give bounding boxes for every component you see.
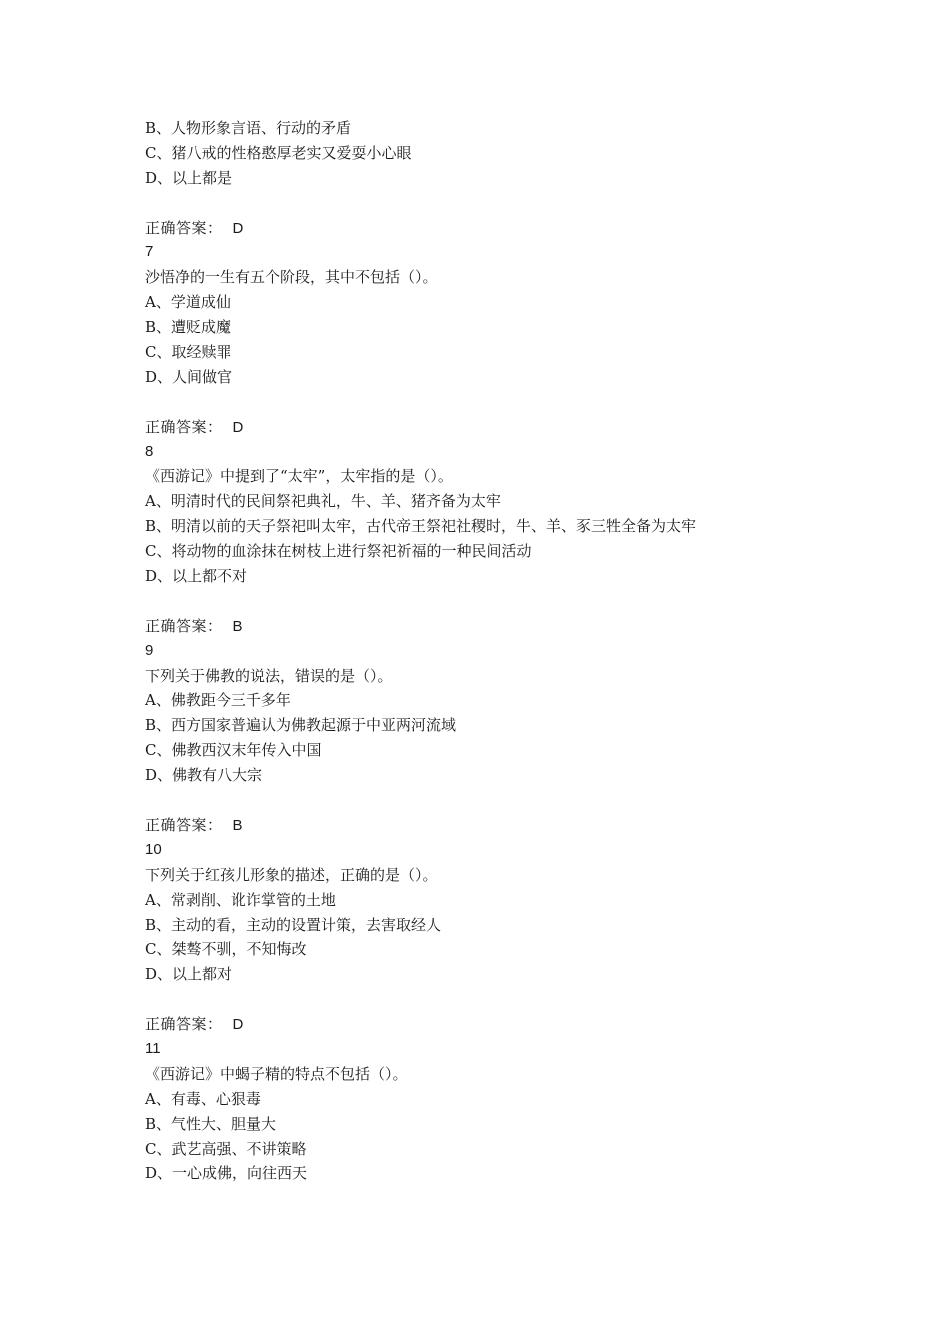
question-text: 下列关于佛教的说法，错误的是（）。 bbox=[145, 666, 393, 685]
option: D、以上都不对 bbox=[145, 567, 248, 586]
question-block-10 bbox=[145, 838, 925, 1037]
spacer bbox=[145, 191, 925, 216]
option: D、人间做官 bbox=[145, 367, 233, 386]
option: B、主动的看，主动的设置计策，去害取经人 bbox=[145, 915, 442, 934]
option: A、常剥削、讹诈掌管的土地 bbox=[145, 890, 336, 909]
question-block-11 bbox=[145, 1037, 925, 1186]
option: B、人物形象言语、行动的矛盾 bbox=[145, 119, 352, 137]
answer-line bbox=[145, 1012, 925, 1037]
question-number: 9 bbox=[145, 641, 154, 659]
question-text: 下列关于红孩儿形象的描述，正确的是（）。 bbox=[145, 865, 438, 884]
answer-label: 正确答案： bbox=[145, 417, 223, 436]
answer-value: B bbox=[232, 816, 243, 834]
question-number: 7 bbox=[145, 243, 154, 261]
spacer bbox=[145, 987, 925, 1012]
question-text: 《西游记》中蝎子精的特点不包括（）。 bbox=[145, 1064, 408, 1083]
option: A、佛教距今三千多年 bbox=[145, 691, 291, 710]
question-block-9 bbox=[145, 639, 925, 838]
spacer bbox=[145, 788, 925, 813]
option: C、桀骜不驯，不知悔改 bbox=[145, 940, 307, 959]
option: D、一心成佛，向往西天 bbox=[145, 1164, 308, 1183]
question-block-7 bbox=[145, 240, 925, 439]
option: B、气性大、胆量大 bbox=[145, 1114, 277, 1133]
answer-label: 正确答案： bbox=[145, 1015, 223, 1034]
spacer bbox=[145, 390, 925, 415]
answer-value: D bbox=[232, 1016, 244, 1034]
option: C、取经赎罪 bbox=[145, 343, 232, 362]
answer-line bbox=[145, 216, 925, 241]
answer-line bbox=[145, 614, 925, 639]
answer-value: D bbox=[232, 219, 244, 237]
option: C、猪八戒的性格憨厚老实又爱耍小心眼 bbox=[145, 143, 412, 162]
question-number: 8 bbox=[145, 442, 154, 460]
option: A、学道成仙 bbox=[145, 293, 231, 312]
option: B、明清以前的天子祭祀叫太牢，古代帝王祭祀社稷时，牛、羊、豕三牲全备为太牢 bbox=[145, 517, 697, 536]
answer-label: 正确答案： bbox=[145, 218, 223, 237]
spacer bbox=[145, 589, 925, 614]
option: D、以上都对 bbox=[145, 965, 233, 984]
leading-question-fragment bbox=[145, 116, 925, 240]
answer-line bbox=[145, 813, 925, 838]
answer-label: 正确答案： bbox=[145, 616, 223, 635]
option: C、武艺高强、不讲策略 bbox=[145, 1139, 307, 1158]
answer-value: B bbox=[232, 617, 243, 635]
option: D、以上都是 bbox=[145, 168, 233, 187]
document-page bbox=[145, 116, 925, 1186]
question-number: 10 bbox=[145, 840, 162, 858]
option: C、将动物的血涂抹在树枝上进行祭祀祈福的一种民间活动 bbox=[145, 542, 532, 561]
question-text: 沙悟净的一生有五个阶段，其中不包括（）。 bbox=[145, 268, 438, 287]
question-text: 《西游记》中提到了“太牢”，太牢指的是（）。 bbox=[145, 467, 453, 486]
question-block-8 bbox=[145, 440, 925, 639]
option: A、有毒、心狠毒 bbox=[145, 1089, 261, 1108]
option: B、遭贬成魔 bbox=[145, 318, 232, 337]
answer-label: 正确答案： bbox=[145, 815, 223, 834]
option: C、佛教西汉末年传入中国 bbox=[145, 741, 322, 760]
option: B、西方国家普遍认为佛教起源于中亚两河流域 bbox=[145, 716, 457, 735]
option: D、佛教有八大宗 bbox=[145, 766, 263, 785]
answer-line bbox=[145, 415, 925, 440]
answer-value: D bbox=[232, 418, 244, 436]
option: A、明清时代的民间祭祀典礼，牛、羊、猪齐备为太牢 bbox=[145, 492, 501, 511]
question-number: 11 bbox=[145, 1039, 161, 1057]
